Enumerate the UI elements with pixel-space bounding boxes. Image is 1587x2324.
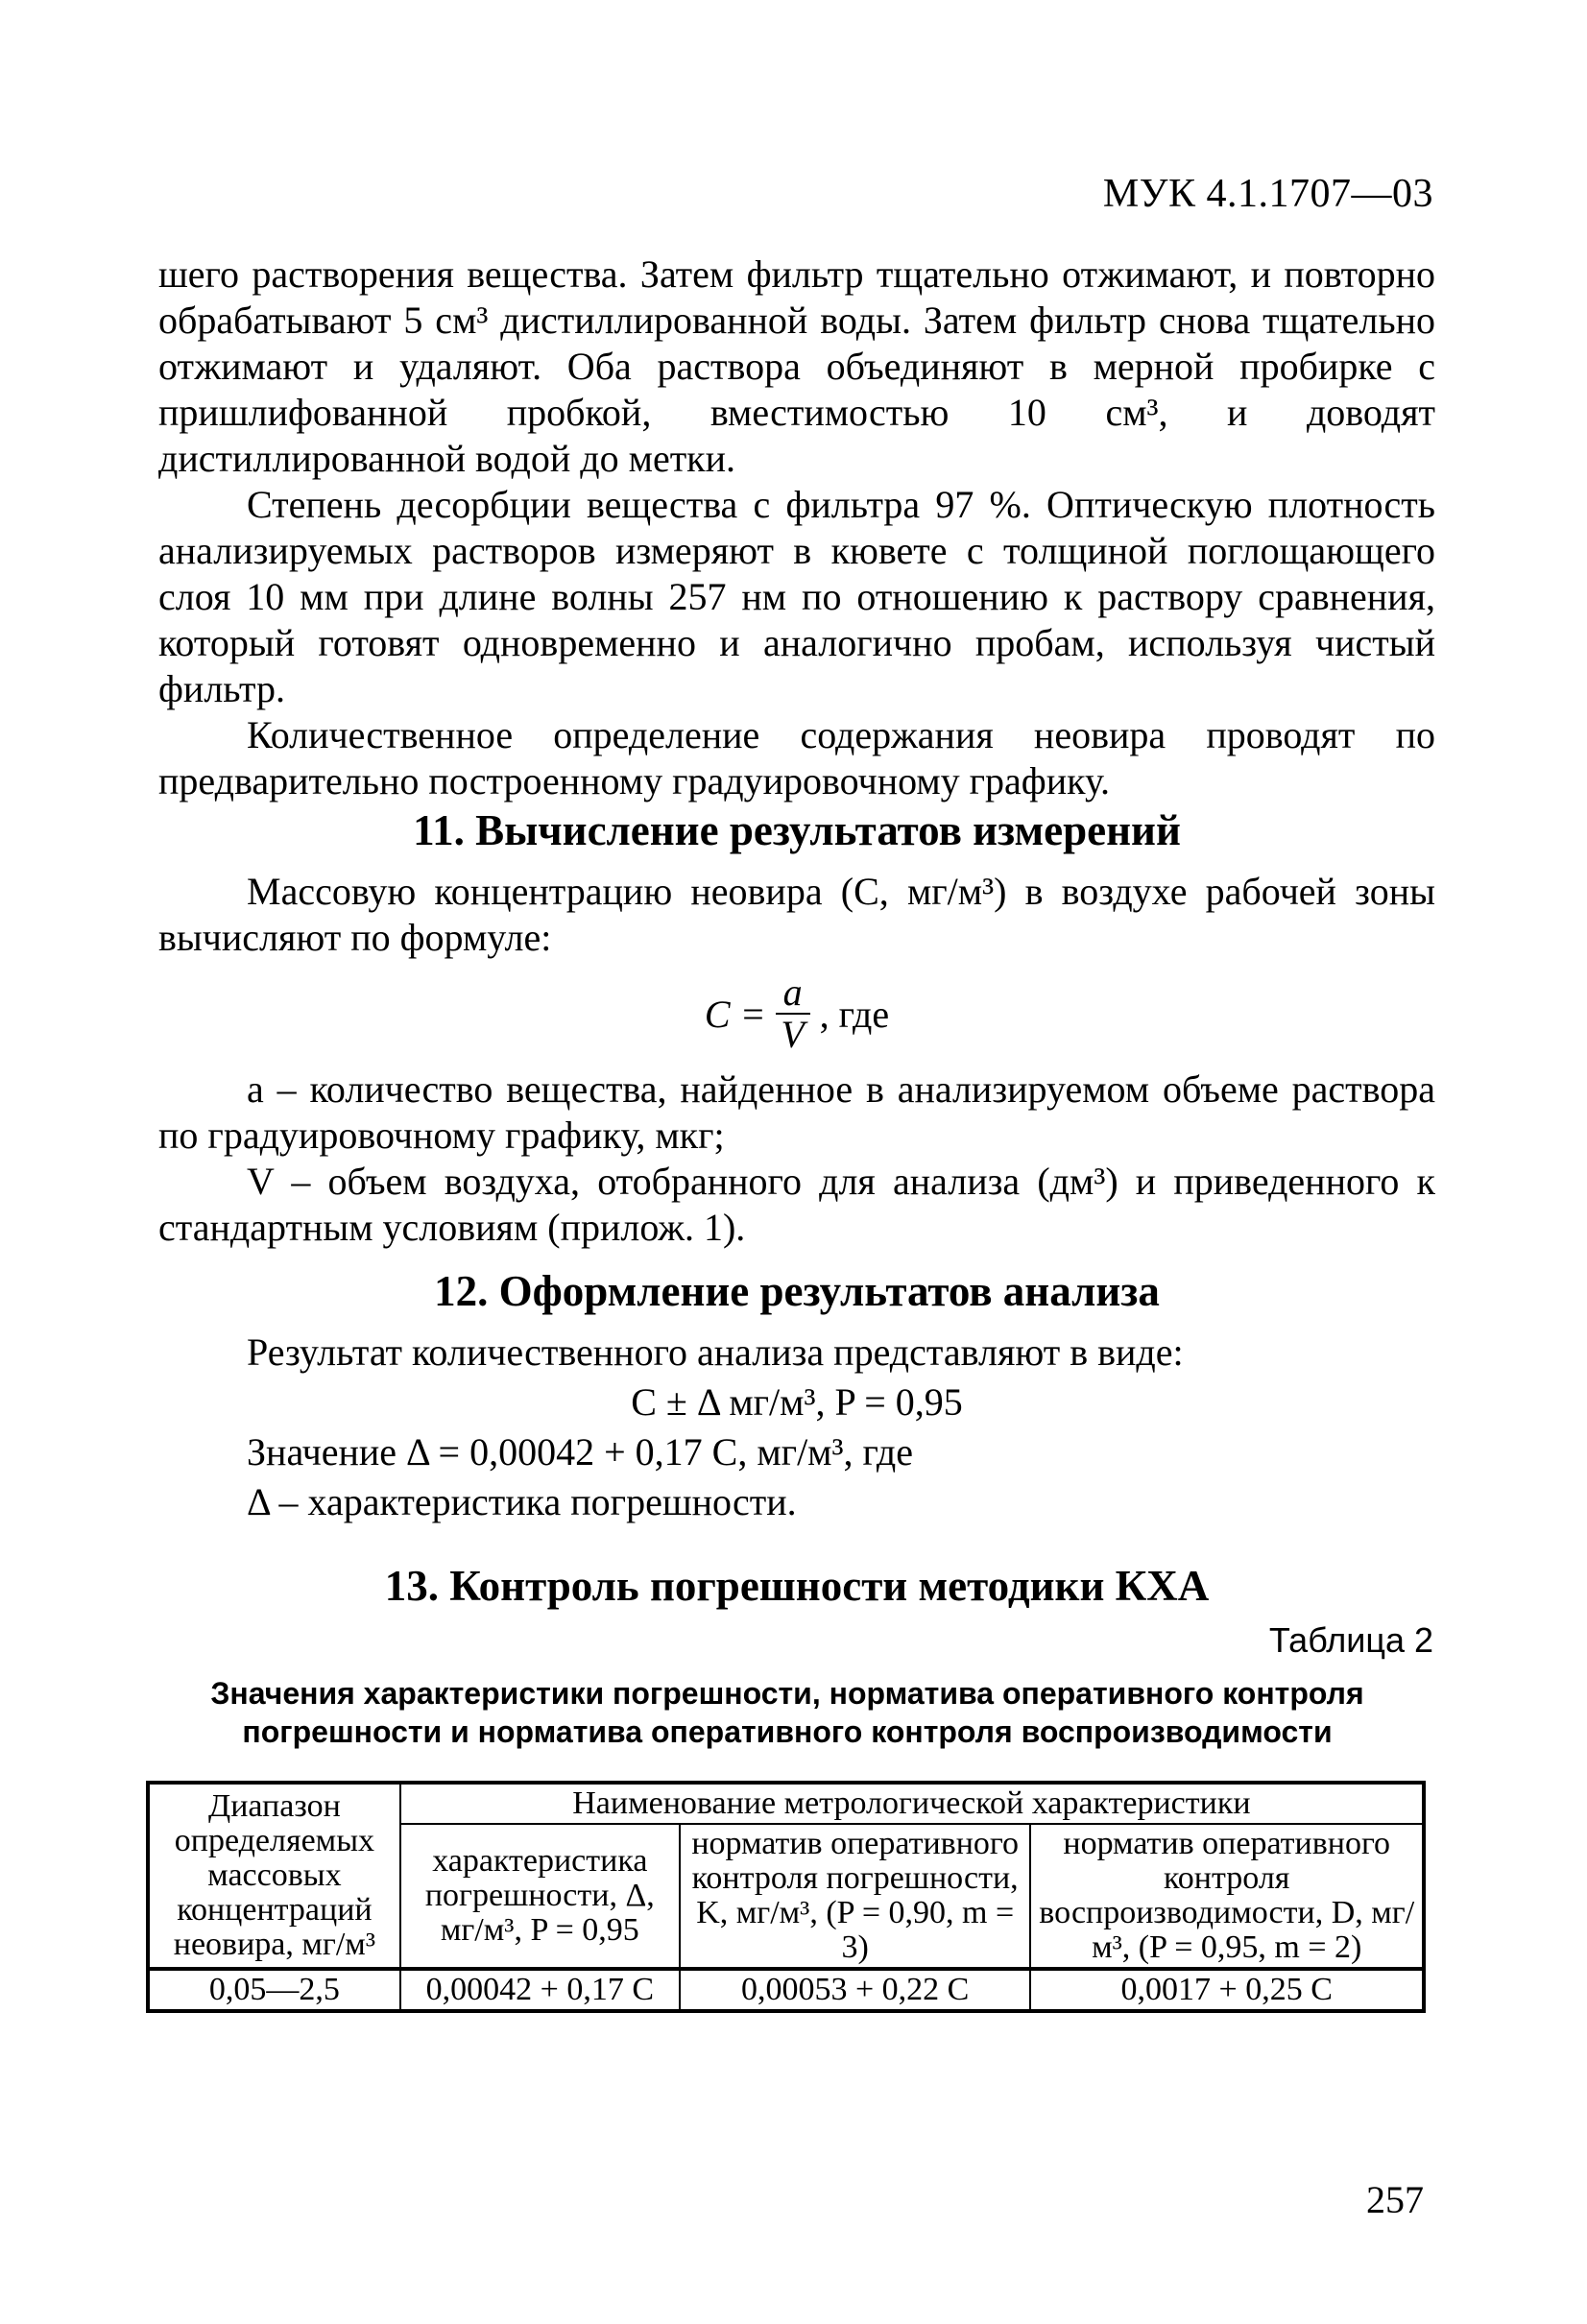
- document-code: МУК 4.1.1707—03: [1102, 172, 1433, 216]
- formula-denominator: V: [781, 1013, 805, 1056]
- range-header: Диапазон определяемых массовых концентраций неовира, мг/м³: [148, 1783, 400, 1969]
- formula-fraction: [776, 972, 810, 1055]
- metrology-table: [146, 1781, 1426, 2013]
- k-cell: 0,00053 + 0,22 С: [680, 1969, 1031, 2011]
- table-number: Таблица 2: [1268, 1620, 1433, 1660]
- d-header: норматив оперативного контроля воспроизводимости, D, мг/м³, (P = 0,95, m = 2): [1030, 1824, 1424, 1969]
- paragraph-2: Степень десорбции вещества с фильтра 97 %. Оптическую плотность анализируемых растворов измеряют в кювете с толщиной поглощающего слоя 10 мм при длине волны 257 нм по отношению к раствору сравнения, который готовят одновременно и аналогично пробам, используя чистый фильтр.: [158, 483, 1435, 710]
- delta-definition: Δ – характеристика погрешности.: [247, 1480, 797, 1523]
- section-11: [158, 802, 1435, 1251]
- body-text: [158, 252, 1435, 804]
- page-number: 257: [1366, 2178, 1424, 2221]
- definition-a: a – количество вещества, найденное в анализируемом объеме раствора по градуировочному графику, мкг;: [158, 1067, 1435, 1157]
- table-row: [148, 1969, 1424, 2011]
- d-cell: 0,0017 + 0,25 С: [1030, 1969, 1424, 2011]
- concentration-formula: [158, 961, 1435, 1066]
- delta-value: Значение Δ = 0,00042 + 0,17 С, мг/м³, где: [247, 1430, 914, 1473]
- formula-numerator: a: [776, 972, 810, 1015]
- section-13-title: 13. Контроль погрешности методики КХА: [384, 1562, 1210, 1610]
- section-12-title: 12. Оформление результатов анализа: [434, 1267, 1160, 1315]
- section-12: [158, 1262, 1435, 1525]
- delta-cell: 0,00042 + 0,17 С: [400, 1969, 680, 2011]
- paragraph-3: Количественное определение содержания неовира проводят по предварительно построенному градуировочному графику.: [158, 713, 1435, 803]
- section-13: [158, 1557, 1435, 1615]
- formula-lhs: C =: [704, 992, 766, 1036]
- group-header: Наименование метрологической характеристики: [400, 1783, 1424, 1824]
- formula-suffix: , где: [819, 992, 890, 1036]
- section-11-intro: Массовую концентрацию неовира (С, мг/м³) в воздухе рабочей зоны вычисляют по формуле:: [158, 870, 1435, 959]
- table-caption: Значения характеристики погрешности, норматива оперативного контроля погрешности и норматива оперативного контроля воспроизводимости: [210, 1676, 1364, 1749]
- delta-header: характеристика погрешности, Δ, мг/м³, P = 0,95: [400, 1824, 680, 1969]
- section-11-title: 11. Вычисление результатов измерений: [413, 806, 1181, 854]
- result-form: C ± Δ мг/м³, P = 0,95: [631, 1380, 963, 1424]
- definition-v: V – объем воздуха, отобранного для анализа (дм³) и приведенного к стандартным условиям (прилож. 1).: [158, 1160, 1435, 1249]
- range-cell: 0,05—2,5: [148, 1969, 400, 2011]
- paragraph-1: шего растворения вещества. Затем фильтр тщательно отжимают, и повторно обрабатывают 5 см³ дистиллированной воды. Затем фильтр снова тщательно отжимают и удаляют. Оба раствора объединяют в мерной пробирке с пришлифованной пробкой, вместимостью 10 см³, и доводят дистиллированной водой до метки.: [158, 252, 1435, 480]
- table-header-row-1: [148, 1783, 1424, 1824]
- k-header: норматив оперативного контроля погрешности, K, мг/м³, (P = 0,90, m = 3): [680, 1824, 1031, 1969]
- section-12-intro: Результат количественного анализа представляют в виде:: [247, 1330, 1184, 1374]
